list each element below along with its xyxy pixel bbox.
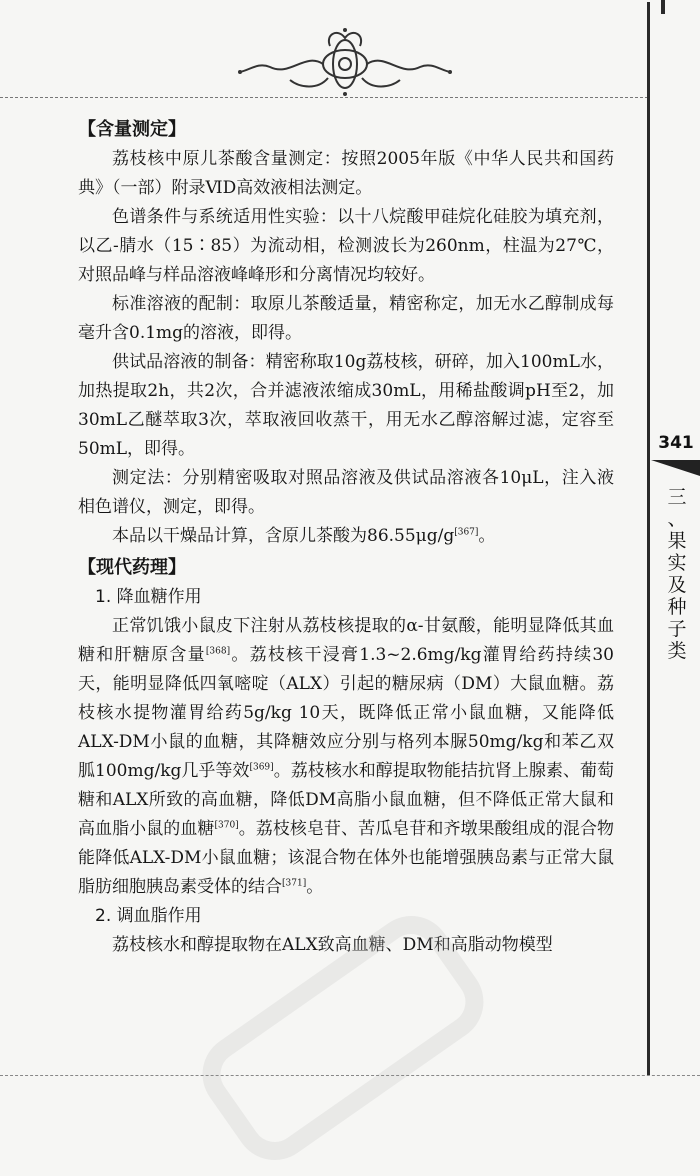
pharmacology-paragraph-2: 荔枝核水和醇提取物在ALX致高血糖、DM和高脂动物模型 [112, 935, 553, 955]
reference-368: [368] [205, 646, 231, 657]
heading-assay: 【含量测定】 [78, 119, 186, 140]
assay-paragraph-6 [78, 522, 614, 551]
text-segment: 。荔枝核水和醇提取物能拮抗肾上腺素、葡萄糖和ALX所致的高血糖，降低DM高脂小鼠血糖，但不降低正常大鼠和高血脂小鼠的血糖 [78, 761, 614, 839]
assay-result-end: 。 [478, 526, 496, 546]
text-segment: 。荔枝核干浸膏1.3~2.6mg/kg灌胃给药持续30天，能明显降低四氧嘧啶（ALX）引起的糖尿病（DM）大鼠血糖。荔枝核水提物灌胃给药5g/kg 10天，既降低正常小鼠血糖，又能降低ALX-DM小鼠的血糖，其降糖效应分别与格列本脲50mg/kg和苯乙双胍100mg/kg几乎等效 [78, 645, 614, 781]
text-segment: 。 [306, 877, 324, 897]
bottom-rule [0, 1075, 700, 1076]
reference-367: [367] [454, 527, 479, 538]
assay-paragraph-5: 测定法：分别精密吸取对照品溶液及供试品溶液各10μL，注入液相色谱仪，测定，即得。 [78, 468, 614, 517]
assay-paragraph-1: 荔枝核中原儿茶酸含量测定：按照2005年版《中华人民共和国药典》（一部）附录ⅥD高效液相法测定。 [78, 149, 614, 198]
corner-mark [661, 0, 665, 14]
top-rule [0, 97, 648, 98]
pharmacology-paragraph-1 [78, 612, 614, 902]
reference-369: [369] [249, 762, 274, 773]
text-segment: 。荔枝核皂苷、苦瓜皂苷和齐墩果酸组成的混合物能降低ALX-DM小鼠血糖；该混合物在体外也能增强胰岛素与正常大鼠脂肪细胞胰岛素受体的结合 [78, 819, 615, 897]
subheading-lipid: 2. 调血脂作用 [95, 906, 202, 926]
page-number: 341 [658, 433, 694, 453]
tab-marker-icon [651, 460, 700, 476]
section-tab-label: 三 、 果 实 及 种 子 类 [667, 486, 687, 662]
page-content [78, 115, 614, 960]
subheading-hypoglycemic: 1. 降血糖作用 [95, 587, 202, 607]
reference-371: [371] [282, 878, 307, 889]
section-tab [660, 486, 694, 662]
heading-pharmacology: 【现代药理】 [78, 557, 186, 578]
reference-370: [370] [214, 820, 239, 831]
assay-paragraph-2: 色谱条件与系统适用性实验：以十八烷酸甲硅烷化硅胶为填充剂，以乙-腈水（15∶85）为流动相，检测波长为260nm，柱温为27℃，对照品峰与样品溶液峰峰形和分离情况均较好。 [78, 207, 614, 285]
assay-paragraph-4: 供试品溶液的制备：精密称取10g荔枝核，研碎，加入100mL水，加热提取2h，共2次，合并滤液浓缩成30mL，用稀盐酸调pH至2，加30mL乙醚萃取3次，萃取液回收蒸干，用无水乙醇溶解过滤，定容至50mL，即得。 [78, 352, 614, 459]
side-border [647, 2, 650, 1075]
assay-result-text: 本品以干燥品计算，含原儿茶酸为86.55μg/g [112, 526, 455, 546]
ornament-icon [230, 22, 460, 102]
assay-paragraph-3: 标准溶液的配制：取原儿茶酸适量，精密称定，加无水乙醇制成每毫升含0.1mg的溶液，即得。 [78, 294, 614, 343]
text-segment: 正常饥饿小鼠皮下注射从荔枝核提取的α-甘氨酸，能明显降低其血糖和肝糖原含量 [78, 616, 614, 665]
